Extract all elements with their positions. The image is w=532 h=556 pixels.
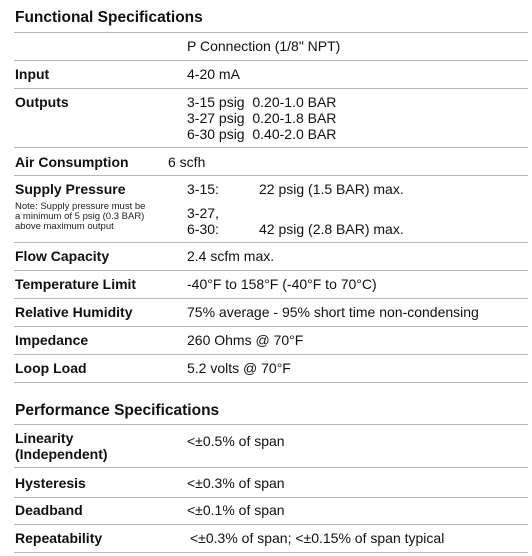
supply-pressure-label: Supply Pressure [15, 181, 126, 197]
input-label: Input [15, 66, 50, 82]
outputs-label: Outputs [15, 94, 69, 110]
functional-specs-title: Functional Specifications [15, 9, 203, 26]
supply-note-line-3: above maximum output [15, 221, 114, 232]
impedance-value: 260 Ohms @ 70°F [187, 332, 304, 348]
supply-value-2: 42 psig (2.8 BAR) max. [259, 221, 404, 237]
divider [14, 467, 528, 468]
outputs-line-2: 3-27 psig 0.20-1.8 BAR [187, 110, 337, 126]
linearity-value: <±0.5% of span [187, 433, 285, 449]
performance-specs-title: Performance Specifications [15, 402, 220, 419]
hysteresis-label: Hysteresis [15, 475, 86, 491]
divider [14, 60, 528, 61]
relative-humidity-value: 75% average - 95% short time non-condensing [187, 304, 479, 320]
supply-note-line-2: a minimum of 5 psig (0.3 BAR) [15, 211, 145, 222]
divider [14, 497, 528, 498]
divider [14, 32, 528, 33]
flow-capacity-value: 2.4 scfm max. [187, 248, 275, 264]
outputs-line-3: 6-30 psig 0.40-2.0 BAR [187, 126, 337, 142]
divider [14, 524, 528, 525]
linearity-sublabel: (Independent) [15, 446, 108, 462]
divider [14, 552, 528, 553]
divider [14, 242, 528, 243]
divider [14, 424, 528, 425]
supply-note-line-1: Note: Supply pressure must be [15, 201, 146, 212]
divider [14, 88, 528, 89]
supply-range-1: 3-15: [187, 181, 219, 197]
outputs-line-1: 3-15 psig 0.20-1.0 BAR [187, 94, 337, 110]
divider [14, 270, 528, 271]
supply-value-1: 22 psig (1.5 BAR) max. [259, 181, 404, 197]
repeatability-label: Repeatability [15, 530, 103, 546]
p-connection-header: P Connection (1/8" NPT) [187, 38, 341, 54]
loop-load-label: Loop Load [15, 360, 87, 376]
relative-humidity-label: Relative Humidity [15, 304, 133, 320]
hysteresis-value: <±0.3% of span [187, 475, 285, 491]
deadband-label: Deadband [15, 502, 83, 518]
linearity-label: Linearity [15, 430, 74, 446]
repeatability-value: <±0.3% of span; <±0.15% of span typical [190, 530, 445, 546]
supply-range-2b: 6-30: [187, 221, 219, 237]
divider [14, 147, 528, 148]
divider [14, 354, 528, 355]
supply-range-2a: 3-27, [187, 205, 219, 221]
impedance-label: Impedance [15, 332, 89, 348]
input-value: 4-20 mA [187, 66, 240, 82]
divider [14, 326, 528, 327]
divider [14, 298, 528, 299]
air-consumption-value: 6 scfh [168, 154, 206, 170]
loop-load-value: 5.2 volts @ 70°F [187, 360, 291, 376]
temperature-limit-label: Temperature Limit [15, 276, 137, 292]
divider [14, 382, 528, 383]
flow-capacity-label: Flow Capacity [15, 248, 110, 264]
temperature-limit-value: -40°F to 158°F (-40°F to 70°C) [187, 276, 377, 292]
deadband-value: <±0.1% of span [187, 502, 285, 518]
divider [14, 175, 528, 176]
air-consumption-label: Air Consumption [15, 154, 129, 170]
